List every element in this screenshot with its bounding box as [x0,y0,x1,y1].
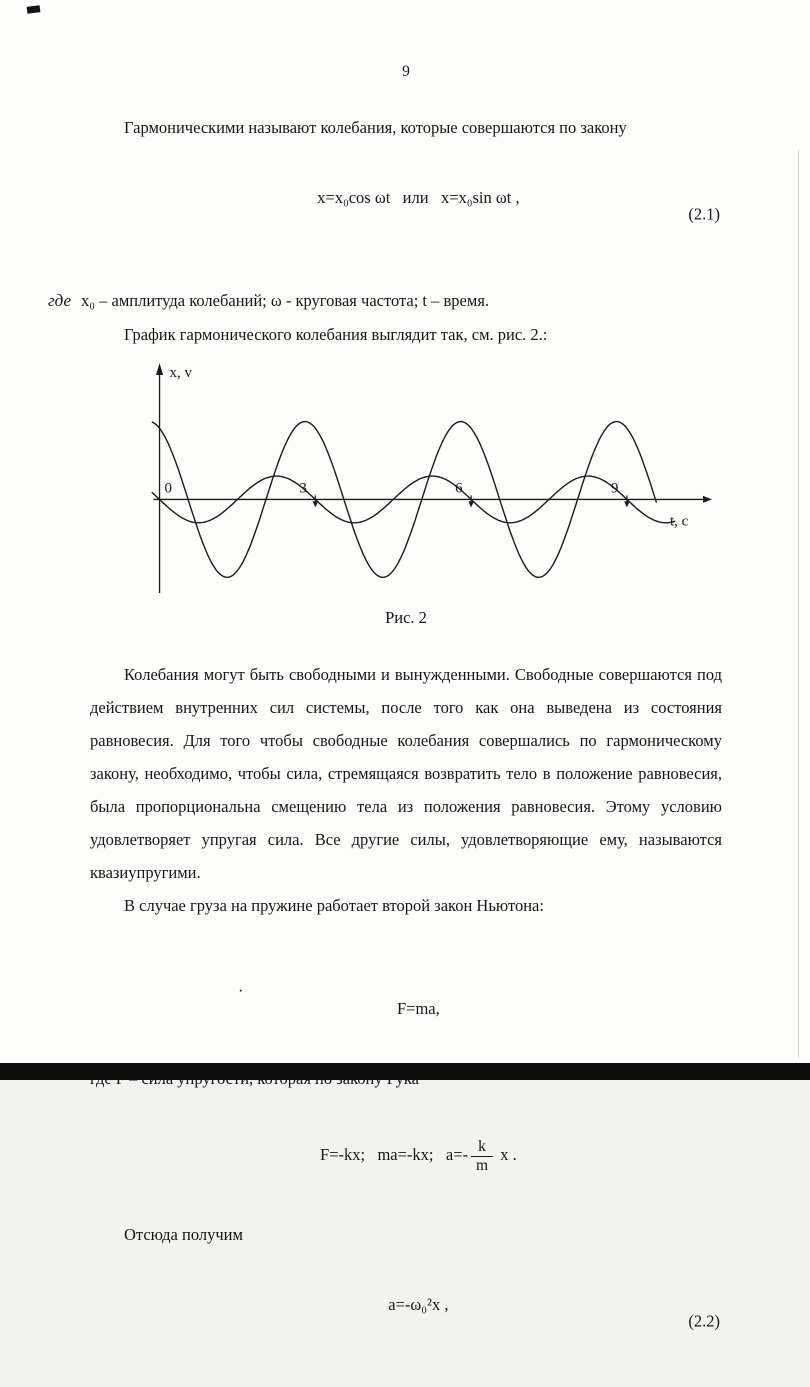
figure-2-caption: Рис. 2 [385,608,427,627]
tick-arrow [624,501,630,507]
equation-hooke-pre: F=-kx; ma=-kx; a=- [320,1145,469,1165]
equation-fma [90,926,722,1058]
equation-2-1-body: x=x₀cos ωt или x=x₀sin ωt , [317,188,520,207]
paragraph-intro: Гармоническими называют колебания, которые совершаются по закону [124,118,627,137]
paragraph-newton: В случае груза на пружине работает второй закон Ньютона: [124,896,544,915]
page-number: 9 [402,63,410,80]
scan-dot-artifact: · [238,983,244,1000]
scan-artifact-bottom-edge [0,1063,810,1080]
x-axis-label: t, c [670,513,689,530]
tick-label-3: 3 [299,480,307,497]
equation-hooke [90,1105,722,1208]
figure-2 [90,359,722,634]
fraction-k-over-m [471,1138,493,1175]
tick-label-0: 0 [164,480,173,497]
paragraph-hence: Отсюда получим [124,1224,243,1244]
paragraph-body: Колебания могут быть свободными и вынужденными. Свободные совершаются под действием внутренних сил системы, после того как она выведена из состояния равновесия. Для того чтобы свободные колебания совершались по гармоническому закону, необходимо, чтобы сила, стремящаяся возвратить тело в положение равновесия, была пропорциональна смещению тела из положения равновесия. Этому условию удовлетворяет упругая сила. Все другие силы, удовлетворяющие ему, называются квазиупругими. [90,665,722,882]
tick-arrow [313,501,319,507]
figure-2-graph [114,359,714,597]
equation-2-2-number: (2.2) [688,1311,720,1331]
equation-2-1 [90,148,722,280]
fraction-denominator: m [471,1156,493,1175]
fraction-numerator: k [478,1138,486,1155]
y-axis-label: x, v [169,365,193,381]
equation-2-1-number: (2.1) [688,204,720,224]
where-lead-word: где [48,291,71,310]
tick-label-9: 9 [610,480,619,497]
y-axis-arrow [156,363,163,375]
paragraph-graph-intro: График гармонического колебания выглядит так, см. рис. 2.: [124,325,548,344]
equation-2-2-body: a=-ω₀²x , [388,1294,449,1314]
paragraph-where-1 [48,284,722,318]
equation-2-2 [90,1255,722,1387]
x-axis-arrow [703,496,712,503]
where-1-text: x₀ – амплитуда колебаний; ω - круговая частота; t – время. [81,291,490,310]
equation-hooke-post: x . [496,1145,517,1165]
tick-arrow [468,501,474,507]
equation-fma-body: F=ma, [396,999,440,1018]
tick-label-6: 6 [455,480,463,497]
